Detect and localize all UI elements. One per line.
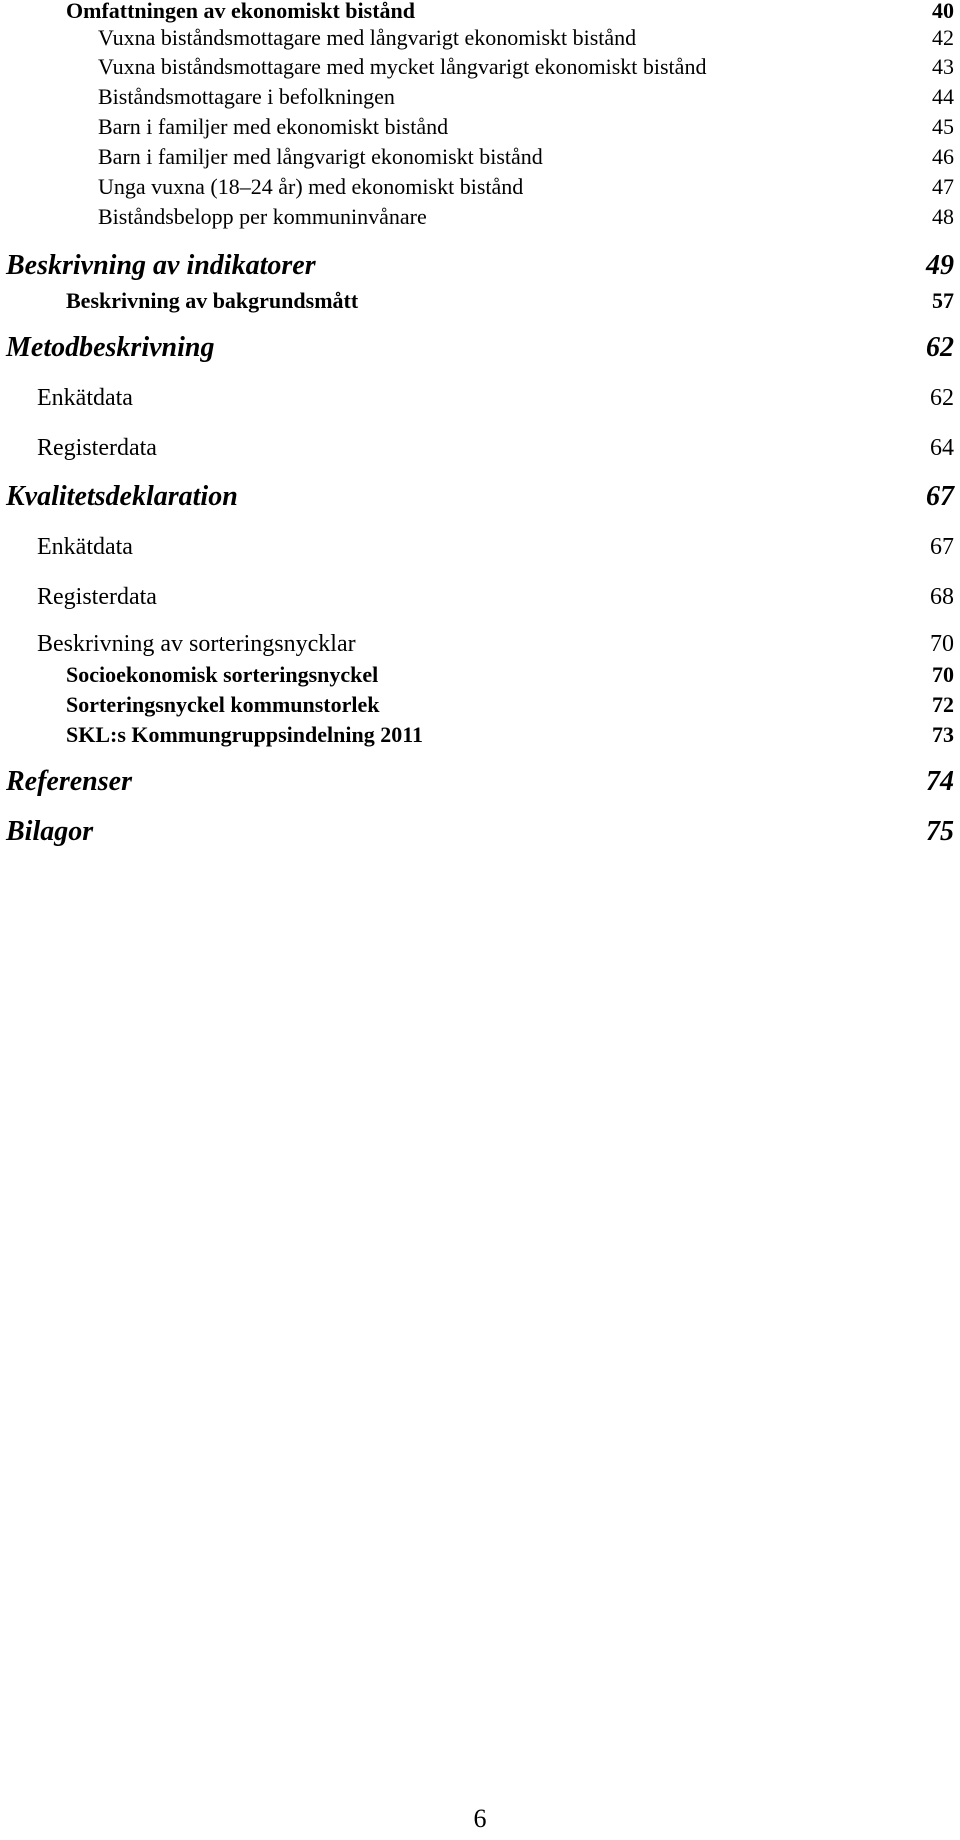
- toc-entry-page: 47: [932, 174, 954, 199]
- toc-entry-page: 42: [932, 25, 954, 50]
- toc-entry-page: 72: [932, 692, 954, 717]
- toc-entry-page: 70: [930, 631, 954, 657]
- toc-chapter-page: 75: [926, 816, 954, 847]
- toc-chapter-label: Metodbeskrivning: [6, 332, 215, 363]
- toc-entry-label: SKL:s Kommungruppsindelning 2011: [66, 722, 424, 747]
- toc-entry-page: 57: [932, 288, 954, 313]
- toc-chapter-page: 67: [926, 481, 954, 512]
- toc-entry[interactable]: [0, 632, 960, 666]
- toc-chapter-label: Bilagor: [6, 816, 94, 847]
- toc-entry-page: 64: [930, 435, 954, 461]
- toc-chapter-label: Kvalitetsdeklaration: [6, 481, 238, 512]
- toc-entry-label: Enkätdata: [37, 385, 133, 411]
- toc-entry-label: Registerdata: [37, 584, 157, 610]
- toc-entry[interactable]: [0, 206, 960, 240]
- toc-entry-page: 43: [932, 54, 954, 79]
- toc-entry-page: 45: [932, 114, 954, 139]
- toc-entry-label: Biståndsbelopp per kommuninvånare: [98, 204, 427, 229]
- toc-entry[interactable]: [0, 290, 960, 324]
- toc-entry[interactable]: [0, 585, 960, 619]
- toc-entry-label: Unga vuxna (18–24 år) med ekonomiskt bistånd: [98, 174, 524, 199]
- toc-chapter[interactable]: [0, 483, 960, 517]
- toc-entry-label: Barn i familjer med långvarigt ekonomiskt bistånd: [98, 144, 543, 169]
- toc-entry-label: Vuxna biståndsmottagare med långvarigt ekonomiskt bistånd: [98, 25, 637, 50]
- toc-entry-label: Biståndsmottagare i befolkningen: [98, 84, 395, 109]
- page-number: 6: [473, 1804, 487, 1833]
- toc-entry-page: 48: [932, 204, 954, 229]
- toc-chapter-page: 49: [926, 250, 954, 281]
- toc-entry[interactable]: [0, 436, 960, 470]
- toc-entry[interactable]: [0, 386, 960, 420]
- toc-entry[interactable]: [0, 724, 960, 758]
- toc-entry-page: 68: [930, 584, 954, 610]
- toc-entry-label: Registerdata: [37, 435, 157, 461]
- toc-chapter-label: Referenser: [6, 766, 132, 797]
- toc-chapter[interactable]: [0, 818, 960, 852]
- toc-chapter-page: 74: [926, 766, 954, 797]
- toc-entry-label: Vuxna biståndsmottagare med mycket långvarigt ekonomiskt bistånd: [98, 54, 707, 79]
- toc-entry-label: Enkätdata: [37, 534, 133, 560]
- toc-entry-label: Beskrivning av sorteringsnycklar: [37, 631, 356, 657]
- toc-entry-label: Barn i familjer med ekonomiskt bistånd: [98, 114, 449, 139]
- toc-entry-label: Sorteringsnyckel kommunstorlek: [66, 692, 380, 717]
- toc-entry-page: 70: [932, 662, 954, 687]
- toc-entry-label: Beskrivning av bakgrundsmått: [66, 288, 359, 313]
- toc-entry-label: Socioekonomisk sorteringsnyckel: [66, 662, 379, 687]
- toc-entry-label: Omfattningen av ekonomiskt bistånd: [66, 0, 416, 23]
- toc-entry-page: 40: [932, 0, 954, 23]
- toc-chapter[interactable]: [0, 252, 960, 286]
- toc-chapter-label: Beskrivning av indikatorer: [6, 250, 316, 281]
- toc-chapter[interactable]: [0, 768, 960, 802]
- toc-entry[interactable]: [0, 535, 960, 569]
- toc-entry-page: 46: [932, 144, 954, 169]
- toc-chapter-page: 62: [926, 332, 954, 363]
- toc-entry-page: 44: [932, 84, 954, 109]
- toc-entry-page: 73: [932, 722, 954, 747]
- toc-entry-page: 62: [930, 385, 954, 411]
- toc-entry-page: 67: [930, 534, 954, 560]
- toc-chapter[interactable]: [0, 334, 960, 368]
